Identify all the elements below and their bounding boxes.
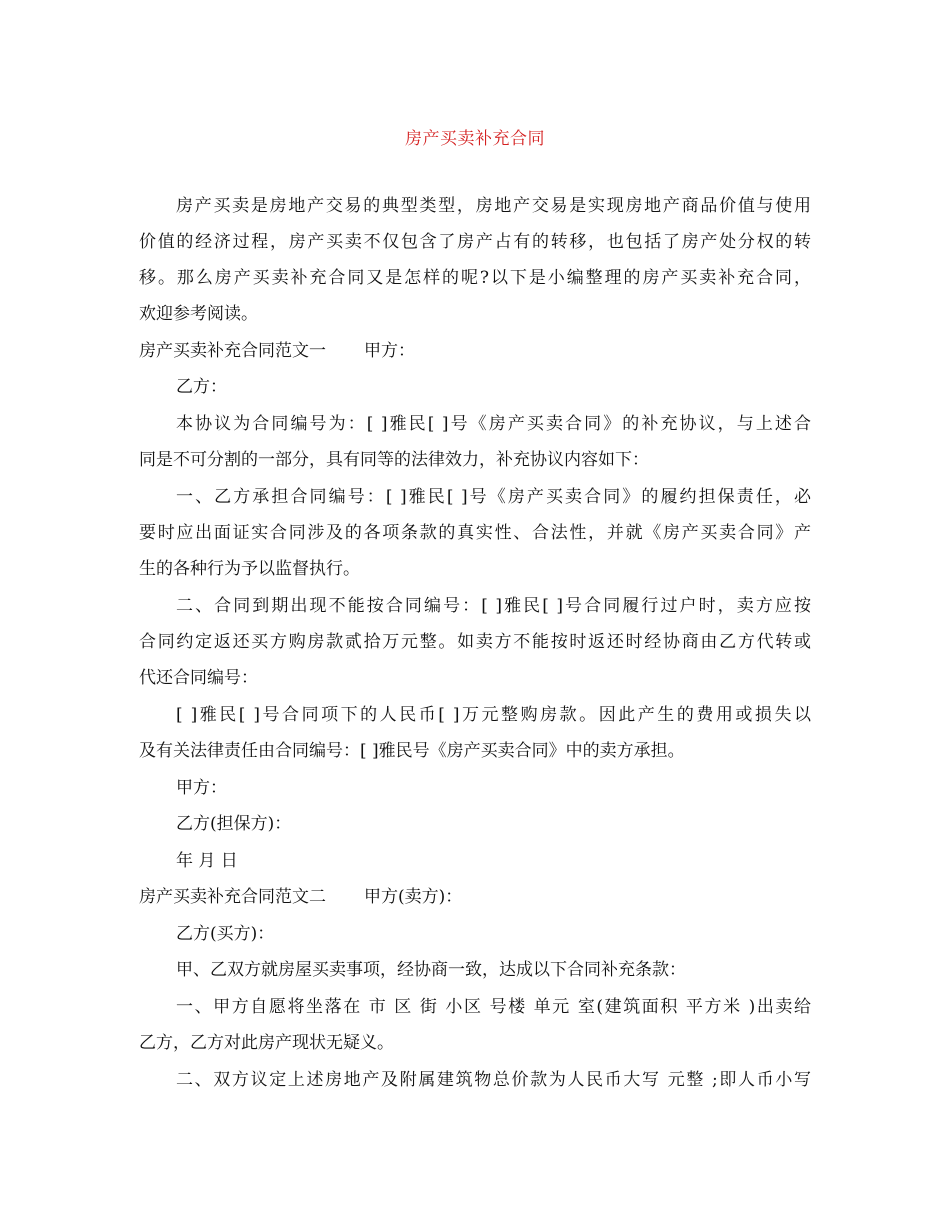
- section-heading: 房产买卖补充合同范文二: [139, 887, 326, 907]
- paragraph-line: 欢迎参考阅读。: [139, 304, 258, 324]
- seller-label: 甲方(卖方)：: [364, 887, 463, 907]
- paragraph-line: 合同约定返还买方购房款贰拾万元整。如卖方不能按时返还时经协商由乙方代转或: [139, 632, 811, 652]
- section-heading: 房产买卖补充合同范文一: [139, 341, 326, 361]
- paragraph-line: 同是不可分割的一部分，具有同等的法律效力，补充协议内容如下：: [139, 450, 649, 470]
- paragraph-line: 本协议为合同编号为：[ ]雅民[ ]号《房产买卖合同》的补充协议，与上述合: [176, 414, 811, 434]
- party-b-label: 乙方：: [176, 377, 227, 397]
- signature-date: 年 月 日: [176, 851, 238, 871]
- paragraph-line: 及有关法律责任由合同编号：[ ]雅民号《房产买卖合同》中的卖方承担。: [139, 741, 685, 761]
- paragraph-line: 移。那么房产买卖补充合同又是怎样的呢?以下是小编整理的房产买卖补充合同，: [139, 268, 811, 288]
- signature-party-a: 甲方：: [176, 778, 227, 798]
- signature-party-b: 乙方(担保方)：: [176, 814, 292, 834]
- paragraph-line: [ ]雅民[ ]号合同项下的人民币[ ]万元整购房款。因此产生的费用或损失以: [176, 705, 811, 725]
- paragraph-line: 一、甲方自愿将坐落在 市 区 街 小区 号楼 单元 室(建筑面积 平方米 )出卖给: [176, 997, 811, 1017]
- paragraph-line: 甲、乙双方就房屋买卖事项，经协商一致，达成以下合同补充条款：: [176, 960, 686, 980]
- paragraph-line: 要时应出面证实合同涉及的各项条款的真实性、合法性，并就《房产买卖合同》产: [139, 523, 811, 543]
- paragraph-line: 价值的经济过程，房产买卖不仅包含了房产占有的转移，也包括了房产处分权的转: [139, 232, 811, 252]
- paragraph-line: 一、乙方承担合同编号：[ ]雅民[ ]号《房产买卖合同》的履约担保责任，必: [176, 487, 811, 507]
- party-a-label: 甲方：: [364, 341, 415, 361]
- paragraph-line: 生的各种行为予以监督执行。: [139, 559, 360, 579]
- paragraph-line: 房产买卖是房地产交易的典型类型，房地产交易是实现房地产商品价值与使用: [176, 196, 811, 216]
- document-title: 房产买卖补充合同: [405, 129, 545, 149]
- section-heading-line: [139, 341, 811, 361]
- section-heading-line: [139, 887, 811, 907]
- paragraph-line: 二、双方议定上述房地产及附属建筑物总价款为人民币大写 元整 ;即人币小写: [176, 1070, 811, 1090]
- paragraph-line: 代还合同编号：: [139, 668, 258, 688]
- buyer-label: 乙方(买方)：: [176, 924, 275, 944]
- paragraph-line: 乙方，乙方对此房产现状无疑义。: [139, 1033, 394, 1053]
- paragraph-line: 二、合同到期出现不能按合同编号：[ ]雅民[ ]号合同履行过户时，卖方应按: [176, 596, 811, 616]
